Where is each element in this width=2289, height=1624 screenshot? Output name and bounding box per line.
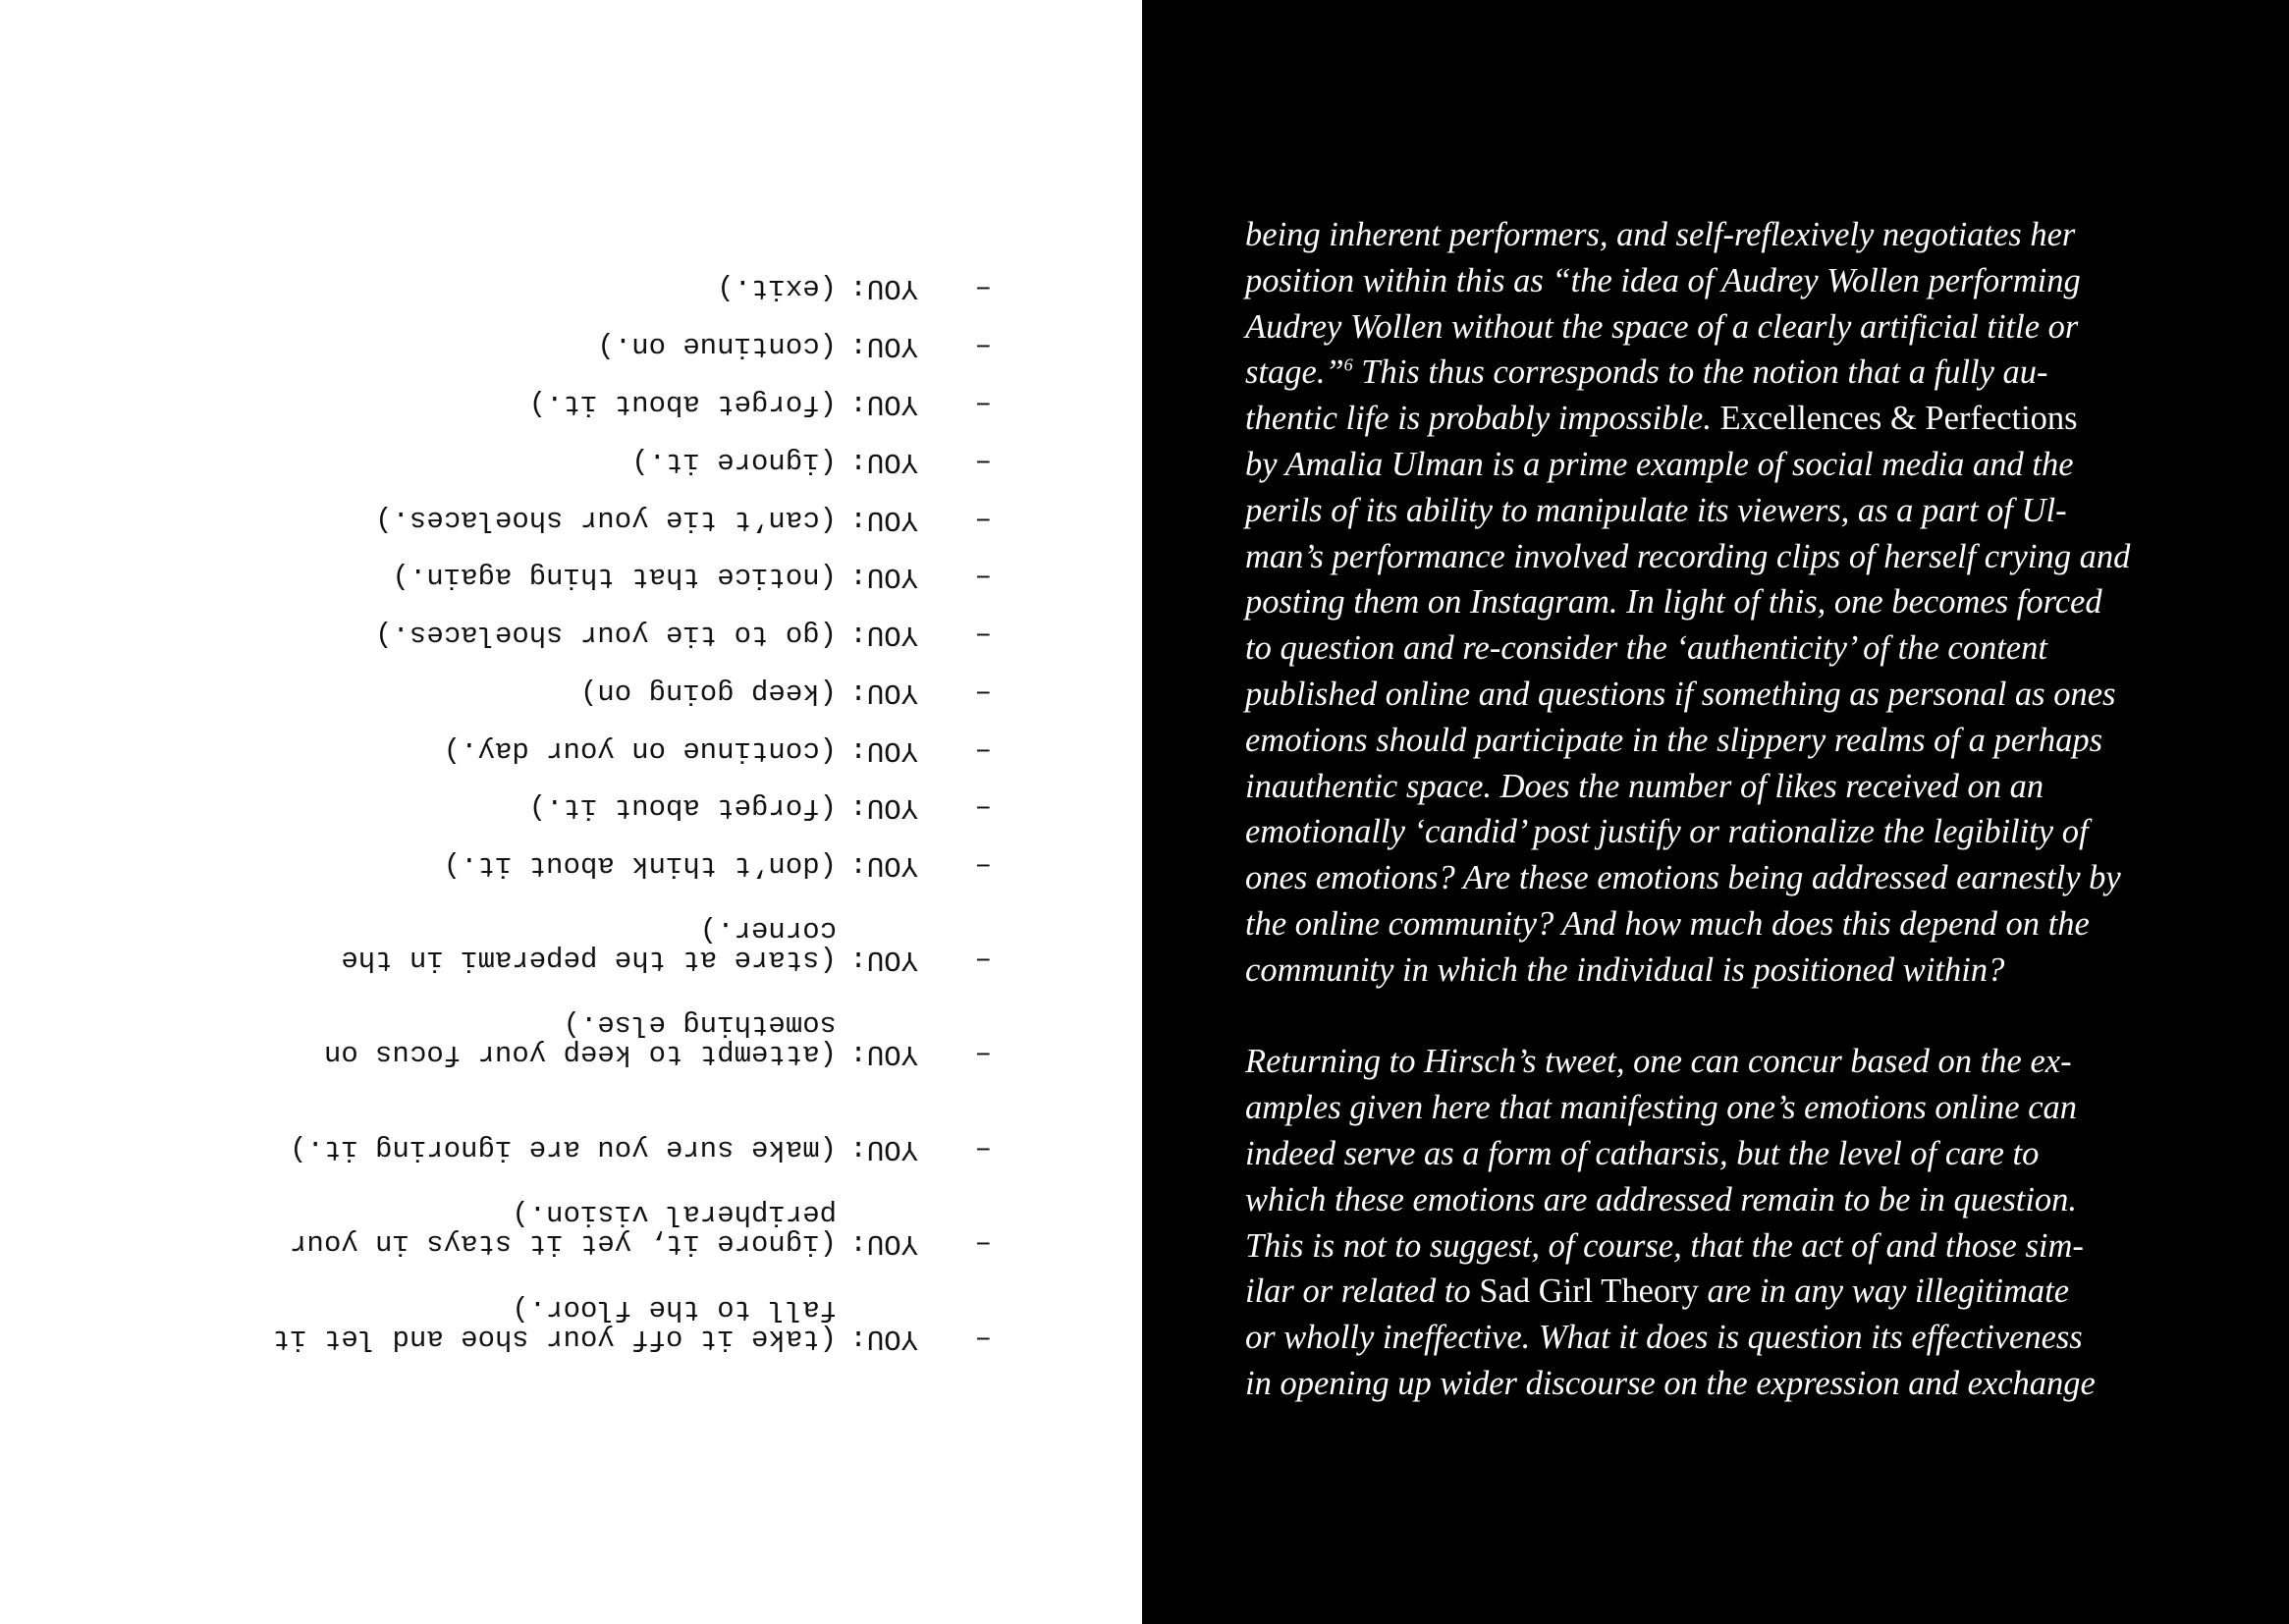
- speaker-label: YOU:: [849, 619, 918, 651]
- stage-direction-line: (notice that thing again.): [392, 561, 837, 593]
- essay-line: which these emotions are addressed remain to be in question.: [1245, 1180, 2078, 1218]
- essay-line: community in which the individual is positioned within?: [1245, 950, 2005, 989]
- speaker-label: YOU:: [849, 734, 918, 767]
- essay-line: man’s performance involved recording clips of herself crying and: [1245, 537, 2131, 575]
- essay-line: the online community? And how much does this depend on the: [1245, 904, 2090, 943]
- speaker-label: YOU:: [849, 272, 918, 304]
- stage-direction-line: fall to the floor.): [512, 1293, 837, 1326]
- essay-line: perils of its ability to manipulate its viewers, as a part of Ul-: [1245, 491, 2067, 529]
- entry-dash: –: [974, 1038, 992, 1070]
- stage-direction-line: (forget about it.): [528, 791, 837, 824]
- speaker-label: YOU:: [849, 677, 918, 709]
- speaker-label: YOU:: [849, 791, 918, 824]
- stage-direction-line: (keep going on): [579, 677, 837, 709]
- script-entry: [206, 677, 992, 707]
- entry-dash: –: [974, 944, 992, 976]
- script-entry: [206, 915, 992, 974]
- artwork-title: Excellences & Perfections: [1719, 400, 2078, 438]
- script-entry: [206, 1294, 992, 1353]
- script-entry: [206, 735, 992, 765]
- stage-direction: [341, 915, 837, 974]
- stage-direction-line: (attempt to keep your focus on: [323, 1038, 837, 1070]
- stage-direction: [290, 1199, 837, 1258]
- stage-direction: [375, 505, 837, 534]
- script-entry: [206, 331, 992, 360]
- speaker-label: YOU:: [849, 1227, 918, 1260]
- script-entry: [206, 792, 992, 822]
- essay-line: published online and questions if something as personal as ones: [1245, 675, 2116, 713]
- stage-direction-line: (don’t think about it.): [443, 849, 837, 882]
- stage-direction: [444, 850, 837, 880]
- entry-dash: –: [974, 734, 992, 767]
- stage-direction: [529, 389, 837, 418]
- stage-direction-line: (exit.): [717, 272, 837, 304]
- essay-line: emotionally ‘candid’ post justify or rationalize the legibility of: [1245, 813, 2089, 851]
- essay-paragraph-2: [1245, 1039, 2207, 1406]
- entry-dash: –: [974, 1227, 992, 1260]
- entry-dash: –: [974, 561, 992, 593]
- essay-line: or wholly ineffective. What it does is question its effectiveness: [1245, 1319, 2083, 1357]
- essay-line: This is not to suggest, of course, that the act of and those sim-: [1245, 1226, 2084, 1265]
- stage-direction: [444, 735, 837, 765]
- essay-line: position within this as “the idea of Audrey Wollen performing: [1245, 261, 2081, 299]
- essay-line: by Amalia Ulman is a prime example of social media and the: [1245, 445, 2074, 483]
- stage-direction: [273, 1294, 837, 1353]
- theory-title: Sad Girl Theory: [1479, 1272, 1699, 1311]
- stage-direction-line: (go to tie your shoelaces.): [375, 619, 837, 651]
- script-entry: [206, 273, 992, 302]
- stage-direction-line: (stare at the peperami in the: [341, 944, 837, 976]
- stage-direction-line: (forget about it.): [528, 388, 837, 420]
- essay-line: to question and re-consider the ‘authenticity’ of the content: [1245, 629, 2047, 668]
- stage-direction-line: something else.): [563, 1008, 837, 1041]
- stage-direction: [290, 1134, 837, 1164]
- essay-line: Audrey Wollen without the space of a clearly artificial title or: [1245, 307, 2079, 346]
- essay-line: amples given here that manifesting one’s emotions online can: [1245, 1089, 2078, 1127]
- script-entry: [206, 562, 992, 591]
- essay-line: posting them on Instagram. In light of this, one becomes forced: [1245, 583, 2102, 622]
- essay-line: being inherent performers, and self-reflexively negotiates her: [1245, 216, 2076, 253]
- speaker-label: YOU:: [849, 446, 918, 478]
- stage-direction: [631, 447, 837, 476]
- stage-direction-line: corner.): [699, 914, 837, 947]
- script-entry: [206, 447, 992, 476]
- speaker-label: YOU:: [849, 1038, 918, 1070]
- speaker-label: YOU:: [849, 944, 918, 976]
- stage-direction: [580, 677, 837, 707]
- stage-direction: [393, 562, 837, 591]
- stage-direction-line: (ignore it.): [631, 446, 837, 478]
- essay-text-run: thentic life is probably impossible.: [1245, 400, 1720, 438]
- entry-dash: –: [974, 677, 992, 709]
- essay-text: [1245, 212, 2207, 1453]
- stage-direction: [375, 620, 837, 649]
- script-entry: [206, 1009, 992, 1068]
- essay-line: in opening up wider discourse on the expression and exchange: [1245, 1364, 2096, 1402]
- speaker-label: YOU:: [849, 1133, 918, 1165]
- essay-text-run: are in any way illegitimate: [1698, 1272, 2070, 1311]
- entry-dash: –: [974, 1133, 992, 1165]
- speaker-label: YOU:: [849, 388, 918, 420]
- speaker-label: YOU:: [849, 849, 918, 882]
- entry-dash: –: [974, 619, 992, 651]
- left-page: [0, 0, 1142, 1624]
- script-entry: [206, 1199, 992, 1258]
- essay-line: [1245, 1269, 2207, 1315]
- essay-line: Returning to Hirsch’s tweet, one can concur based on the ex-: [1245, 1043, 2072, 1081]
- entry-dash: –: [974, 849, 992, 882]
- stage-direction-line: peripheral vision.): [512, 1198, 837, 1230]
- entry-dash: –: [974, 330, 992, 362]
- speaker-label: YOU:: [849, 1323, 918, 1355]
- essay-line: [1245, 350, 2207, 396]
- essay-line: inauthentic space. Does the number of likes received on an: [1245, 767, 2044, 805]
- footnote-ref: 6: [1343, 354, 1353, 375]
- speaker-label: YOU:: [849, 330, 918, 362]
- essay-text-run: stage.”: [1245, 353, 1344, 392]
- essay-line: indeed serve as a form of catharsis, but the level of care to: [1245, 1134, 2040, 1172]
- script-entry: [206, 1134, 992, 1164]
- stage-direction-line: (ignore it, yet it stays in your: [290, 1227, 837, 1260]
- script-entry: [206, 620, 992, 649]
- speaker-label: YOU:: [849, 504, 918, 536]
- entry-dash: –: [974, 388, 992, 420]
- stage-direction: [529, 792, 837, 822]
- essay-text-run: This thus corresponds to the notion that a fully au-: [1352, 353, 2048, 392]
- entry-dash: –: [974, 1323, 992, 1355]
- essay-paragraph-1: [1245, 212, 2207, 994]
- speaker-label: YOU:: [849, 561, 918, 593]
- essay-line: [1245, 396, 2207, 442]
- entry-dash: –: [974, 446, 992, 478]
- stage-direction-line: (continue on your day.): [443, 734, 837, 767]
- entry-dash: –: [974, 272, 992, 304]
- essay-line: ones emotions? Are these emotions being addressed earnestly by: [1245, 859, 2121, 897]
- script-entry: [206, 850, 992, 880]
- entry-dash: –: [974, 791, 992, 824]
- essay-text-run: ilar or related to: [1245, 1272, 1480, 1311]
- upside-down-script: [206, 272, 992, 1355]
- stage-direction-line: (can’t tie your shoelaces.): [375, 504, 837, 536]
- stage-direction: [597, 331, 837, 360]
- entry-dash: –: [974, 504, 992, 536]
- script-entry: [206, 505, 992, 534]
- stage-direction: [717, 273, 837, 302]
- stage-direction: [324, 1009, 837, 1068]
- essay-line: emotions should participate in the slippery realms of a perhaps: [1245, 721, 2102, 759]
- stage-direction-line: (continue on.): [597, 330, 837, 362]
- stage-direction-line: (make sure you are ignoring it.): [290, 1133, 837, 1165]
- stage-direction-line: (take it off your shoe and let it: [272, 1323, 837, 1355]
- script-entry: [206, 389, 992, 418]
